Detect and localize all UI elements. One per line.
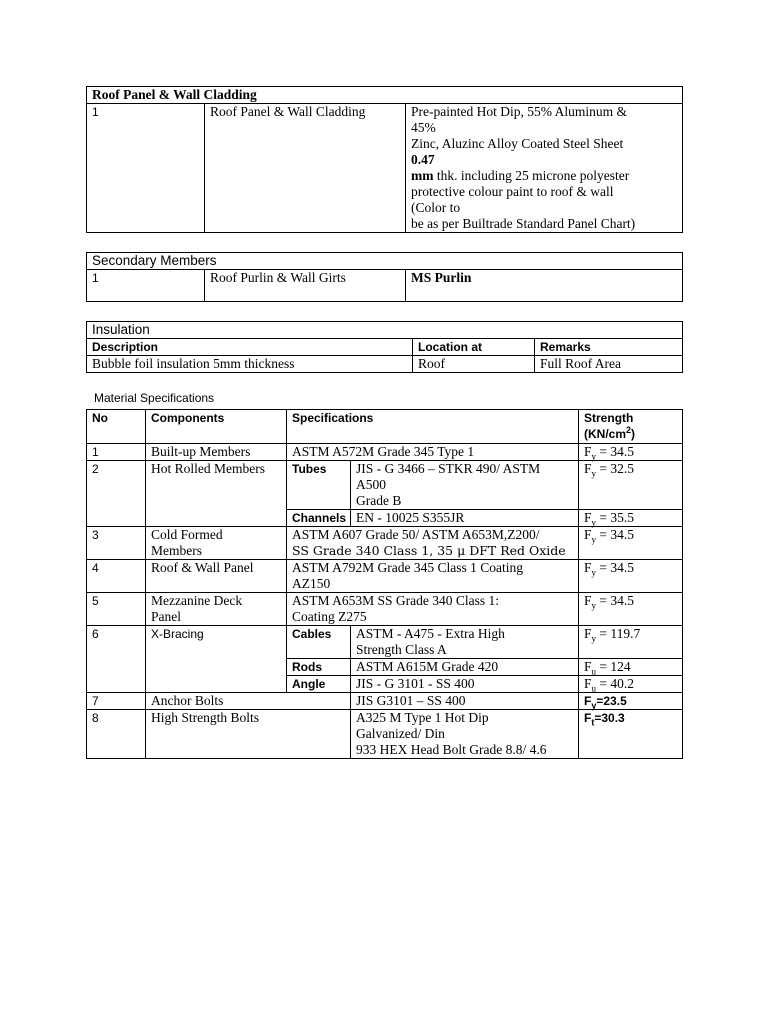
insulation-description: Bubble foil insulation 5mm thickness bbox=[87, 356, 413, 373]
material-specifications-table bbox=[86, 409, 683, 759]
material-specifications-caption: Material Specifications bbox=[94, 391, 215, 405]
strength-value: $F_y = 32.5$ bbox=[579, 461, 683, 510]
header-no: No bbox=[87, 410, 146, 444]
table-row: 2 Hot Rolled Members Tubes JIS - G 3466 – STKR 490/ ASTM A500 Grade B $F_y = 32.5$ bbox=[87, 461, 683, 510]
strength-value: $F_y = 34.5$ bbox=[579, 527, 683, 560]
table-row: 3 Cold Formed Members ASTM A607 Grade 50/ ASTM A653M,Z200/ SS Grade 340 Class 1, 35 μ DFT Red Oxide $F_y = 34.5$ bbox=[87, 527, 683, 560]
header-specifications: Specifications bbox=[287, 410, 579, 444]
table-row: 5 Mezzanine Deck Panel ASTM A653M SS Grade 340 Class 1: Coating Z275 $F_y = 34.5$ bbox=[87, 593, 683, 626]
table-row: 4 Roof & Wall Panel ASTM A792M Grade 345 Class 1 Coating AZ150 $F_y = 34.5$ bbox=[87, 560, 683, 593]
strength-value: $F_t=30.3$ bbox=[579, 710, 683, 759]
strength-value: $F_y = 35.5$ bbox=[579, 510, 683, 527]
table-row: Rods ASTM A615M Grade 420 $F_u = 124$ bbox=[87, 659, 683, 676]
roof-cladding-item: Roof Panel & Wall Cladding bbox=[205, 104, 406, 233]
strength-value: $F_y = 34.5$ bbox=[579, 593, 683, 626]
strength-value: $F_u = 124$ bbox=[579, 659, 683, 676]
insulation-title: Insulation bbox=[87, 322, 683, 339]
insulation-header-remarks: Remarks bbox=[535, 339, 683, 356]
strength-value: $F_y = 34.5$ bbox=[579, 444, 683, 461]
secondary-members-table bbox=[86, 252, 683, 302]
strength-value: $F_y = 34.5$ bbox=[579, 560, 683, 593]
strength-value: $F_u = 40.2$ bbox=[579, 676, 683, 693]
insulation-remarks: Full Roof Area bbox=[535, 356, 683, 373]
header-strength: Strength $(KN/cm^2)$ bbox=[579, 410, 683, 444]
table-row: Channels EN - 10025 S355JR $F_y = 35.5$ bbox=[87, 510, 683, 527]
table-row: 7 Anchor Bolts JIS G3101 – SS 400 $F_y=23.5$ bbox=[87, 693, 683, 710]
table-row: Angle JIS - G 3101 - SS 400 $F_u = 40.2$ bbox=[87, 676, 683, 693]
secondary-members-title: Secondary Members bbox=[87, 253, 683, 270]
roof-cladding-title: Roof Panel & Wall Cladding bbox=[87, 87, 683, 104]
insulation-location: Roof bbox=[413, 356, 535, 373]
header-components: Components bbox=[146, 410, 287, 444]
secondary-members-spec: MS Purlin bbox=[406, 270, 683, 302]
roof-cladding-spec: Pre-painted Hot Dip, 55% Aluminum & 45% Zinc, Aluzinc Alloy Coated Steel Sheet 0.47 mm thk. including 25 microne polyester protective colour paint to roof & wall (Color to be as per Builtrade Standard Panel Chart) bbox=[406, 104, 683, 233]
table-row: 8 High Strength Bolts A325 M Type 1 Hot Dip Galvanized/ Din 933 HEX Head Bolt Grade 8.8/ 4.6 $F_t=30.3$ bbox=[87, 710, 683, 759]
document-page bbox=[86, 86, 682, 759]
insulation-header-description: Description bbox=[87, 339, 413, 356]
table-row: 1 Built-up Members ASTM A572M Grade 345 Type 1 $F_y = 34.5$ bbox=[87, 444, 683, 461]
roof-cladding-table bbox=[86, 86, 683, 233]
insulation-table bbox=[86, 321, 683, 373]
table-row: 6 X-Bracing Cables ASTM - A475 - Extra High Strength Class A $F_y = 119.7$ bbox=[87, 626, 683, 659]
secondary-members-no: 1 bbox=[87, 270, 205, 302]
secondary-members-item: Roof Purlin & Wall Girts bbox=[205, 270, 406, 302]
strength-value: $F_y = 119.7$ bbox=[579, 626, 683, 659]
roof-cladding-no: 1 bbox=[87, 104, 205, 233]
insulation-header-location: Location at bbox=[413, 339, 535, 356]
strength-value: $F_y=23.5$ bbox=[579, 693, 683, 710]
